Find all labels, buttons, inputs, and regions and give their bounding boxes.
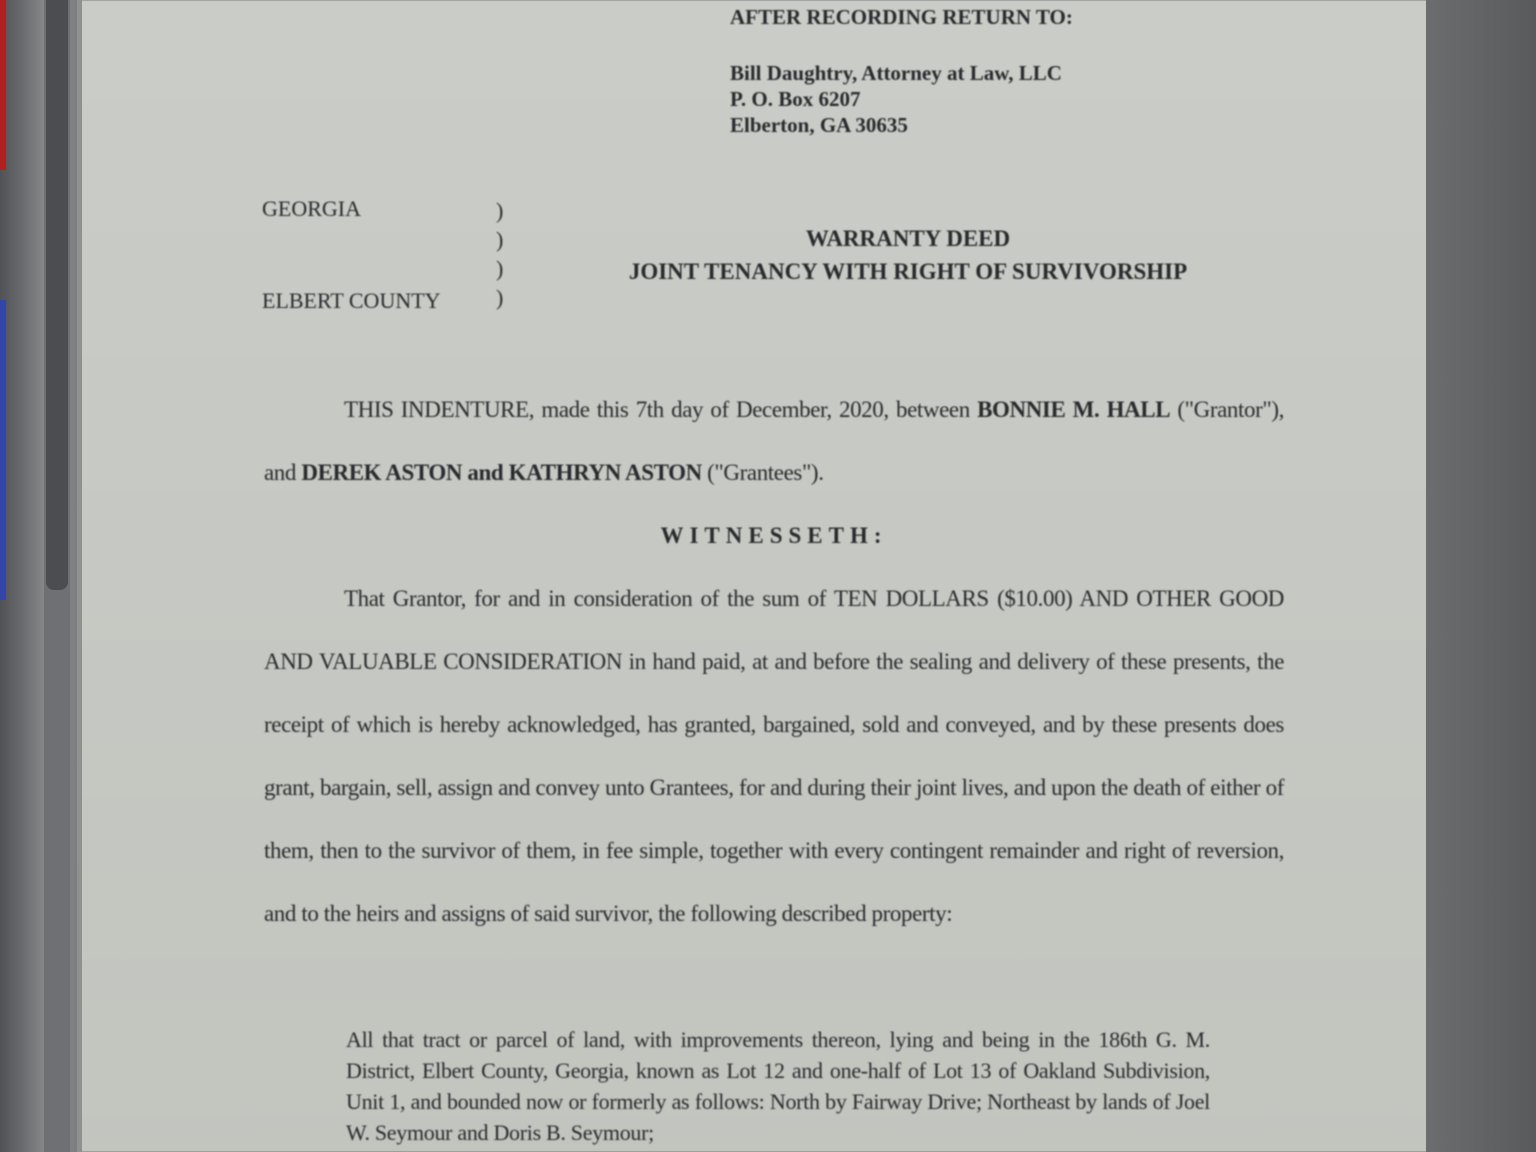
indenture-paragraph xyxy=(264,378,1284,504)
grantee-2-name: KATHRYN ASTON xyxy=(508,460,702,485)
document-page xyxy=(78,0,1430,1152)
return-address-block xyxy=(730,4,1073,138)
legal-description: All that tract or parcel of land, with improvements thereon, lying and being in the 186th G. M. District, Elbert County, Georgia, known as Lot 12 and one-half of Lot 13 of Oakland Subdivision, Unit 1, and bounded now or formerly as follows: North by Fairway Drive; Northeast by lands of Joel W. Seymour and Doris B. Seymour; xyxy=(346,1027,1210,1145)
title-line-2: JOINT TENANCY WITH RIGHT OF SURVIVORSHIP xyxy=(628,259,1188,284)
page-left-edge xyxy=(78,0,82,1152)
caption-state: GEORGIA xyxy=(262,196,361,221)
caption-venue xyxy=(262,196,512,314)
conveyance-paragraph: That Grantor, for and in consideration of the sum of TEN DOLLARS ($10.00) AND OTHER GOOD AND VALUABLE CONSIDERATION in hand paid, at and before the sealing and delivery of these presents, the receipt of which is hereby acknowledged, has granted, bargained, sold and conveyed, and by these presents does grant, bargain, sell, assign and convey unto Grantees, for and during their joint lives, and upon the death of either of them, then to the survivor of them, in fee simple, together with every contingent remainder and right of reversion, and to the heirs and assigns of said survivor, the following described property: xyxy=(264,586,1284,926)
scrollbar-thumb[interactable] xyxy=(46,0,68,590)
return-heading: AFTER RECORDING RETURN TO: xyxy=(730,5,1073,29)
deed-body xyxy=(264,378,1284,945)
right-window-edge xyxy=(1426,0,1536,1152)
witnesseth-heading: WITNESSETH: xyxy=(660,523,888,548)
grantor-label: ("Grantor"), and xyxy=(264,397,1284,485)
taskbar-accent-blue xyxy=(0,300,6,600)
caption-brackets xyxy=(496,196,503,312)
return-po-box: P. O. Box 6207 xyxy=(730,87,861,111)
grantor-name: BONNIE M. HALL xyxy=(977,397,1171,422)
return-name: Bill Daughtry, Attorney at Law, LLC xyxy=(730,61,1062,85)
return-city: Elberton, GA 30635 xyxy=(730,113,908,137)
bracket: ) xyxy=(496,227,504,252)
taskbar-accent-red xyxy=(0,0,6,170)
caption-county: ELBERT COUNTY xyxy=(262,288,441,313)
bracket: ) xyxy=(496,198,504,223)
grantee-1-name: DEREK ASTON xyxy=(301,460,463,485)
bracket: ) xyxy=(496,256,504,281)
deed-title xyxy=(548,222,1268,288)
title-line-1: WARRANTY DEED xyxy=(805,226,1011,251)
bracket: ) xyxy=(496,285,504,310)
grantee-and: and xyxy=(462,460,509,485)
indenture-lead: THIS INDENTURE, made this 7th day of December, 2020, between xyxy=(344,397,978,422)
grantees-label: ("Grantees"). xyxy=(701,460,824,485)
